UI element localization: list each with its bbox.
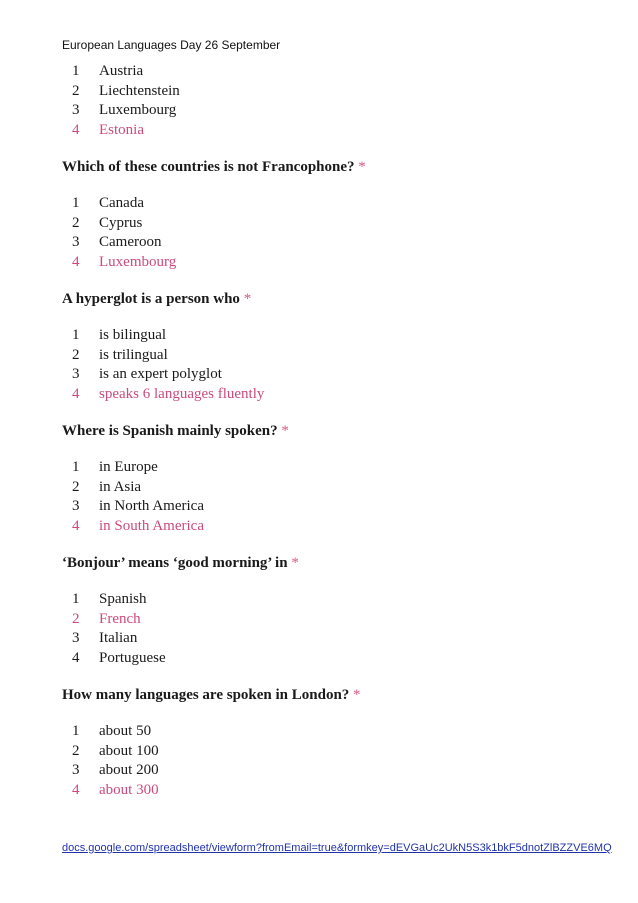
source-link[interactable]: docs.google.com/spreadsheet/viewform?fromEmail=true&formkey=dEVGaUc2UkN5S3k1bkF5dnotZlBZZVE6MQ — [62, 842, 612, 854]
option-text: Italian — [99, 630, 138, 646]
option-item — [62, 761, 622, 781]
option-number: 4 — [72, 121, 80, 138]
option-number: 1 — [72, 195, 80, 211]
option-item — [62, 194, 622, 214]
option-item — [62, 458, 622, 478]
question-heading — [62, 158, 622, 177]
option-text: is an expert polyglot — [99, 366, 222, 382]
option-number: 1 — [72, 327, 80, 343]
option-number: 1 — [72, 459, 80, 475]
option-number: 4 — [72, 781, 80, 798]
option-text: in Asia — [99, 478, 142, 495]
option-text: Cyprus — [99, 214, 143, 231]
option-text: Spanish — [99, 591, 147, 607]
option-number: 1 — [72, 591, 80, 607]
question-text: Where is Spanish mainly spoken? — [62, 423, 278, 439]
option-number: 2 — [72, 82, 80, 99]
option-number: 1 — [72, 63, 80, 79]
option-number: 2 — [72, 610, 80, 627]
question-text: Which of these countries is not Francophone? — [62, 159, 355, 175]
option-item — [62, 478, 622, 498]
option-text: about 100 — [99, 742, 159, 759]
option-item — [62, 346, 622, 366]
question-text: How many languages are spoken in London? — [62, 687, 350, 703]
option-item — [62, 722, 622, 742]
option-number: 1 — [72, 723, 80, 739]
required-asterisk: * — [281, 423, 289, 439]
required-asterisk: * — [353, 687, 361, 703]
option-text: speaks 6 languages fluently — [99, 385, 265, 402]
option-item — [62, 326, 622, 346]
options-list — [62, 326, 622, 404]
option-number: 2 — [72, 742, 80, 759]
option-number: 3 — [72, 762, 80, 778]
option-text: Canada — [99, 195, 144, 211]
option-item — [62, 649, 622, 669]
option-number: 4 — [72, 253, 80, 270]
option-number: 3 — [72, 630, 80, 646]
option-item — [62, 629, 622, 649]
option-number: 4 — [72, 517, 80, 534]
option-item — [62, 121, 622, 141]
options-list — [62, 590, 622, 668]
first-options-list — [62, 62, 622, 140]
options-list — [62, 722, 622, 800]
option-text: in North America — [99, 498, 204, 514]
options-list — [62, 194, 622, 272]
option-text: Cameroon — [99, 234, 162, 250]
option-text: about 300 — [99, 781, 159, 798]
option-number: 3 — [72, 498, 80, 514]
options-list — [62, 458, 622, 536]
option-number: 4 — [72, 649, 80, 666]
option-item — [62, 517, 622, 537]
option-text: about 200 — [99, 762, 159, 778]
question-heading — [62, 422, 622, 441]
option-text: is trilingual — [99, 346, 168, 363]
option-number: 3 — [72, 366, 80, 382]
option-text: Luxembourg — [99, 102, 177, 118]
option-item — [62, 101, 622, 121]
option-text: Liechtenstein — [99, 82, 180, 99]
question-heading — [62, 290, 622, 309]
option-number: 2 — [72, 478, 80, 495]
option-item — [62, 781, 622, 801]
option-item — [62, 590, 622, 610]
option-item — [62, 62, 622, 82]
option-item — [62, 742, 622, 762]
quiz-content — [62, 62, 622, 800]
question-heading — [62, 554, 622, 573]
questions-list — [62, 158, 622, 800]
option-number: 2 — [72, 346, 80, 363]
page-header: European Languages Day 26 September — [62, 38, 281, 52]
option-number: 4 — [72, 385, 80, 402]
option-item — [62, 365, 622, 385]
option-number: 3 — [72, 234, 80, 250]
question-text: ‘Bonjour’ means ‘good morning’ in — [62, 555, 288, 571]
option-text: French — [99, 610, 141, 627]
option-text: about 50 — [99, 723, 152, 739]
option-text: in Europe — [99, 459, 158, 475]
option-text: Estonia — [99, 121, 144, 138]
required-asterisk: * — [243, 291, 252, 307]
required-asterisk: * — [291, 555, 299, 571]
question-heading — [62, 686, 622, 705]
option-item — [62, 385, 622, 405]
option-item — [62, 610, 622, 630]
option-number: 2 — [72, 214, 80, 231]
option-item — [62, 233, 622, 253]
option-text: Austria — [99, 63, 144, 79]
option-item — [62, 497, 622, 517]
option-item — [62, 82, 622, 102]
required-asterisk: * — [358, 159, 366, 175]
question-text: A hyperglot is a person who — [62, 291, 240, 307]
option-item — [62, 253, 622, 273]
option-number: 3 — [72, 102, 80, 118]
option-item — [62, 214, 622, 234]
option-text: Portuguese — [99, 649, 166, 666]
option-text: in South America — [99, 517, 204, 534]
option-text: Luxembourg — [99, 253, 177, 270]
option-text: is bilingual — [99, 327, 167, 343]
